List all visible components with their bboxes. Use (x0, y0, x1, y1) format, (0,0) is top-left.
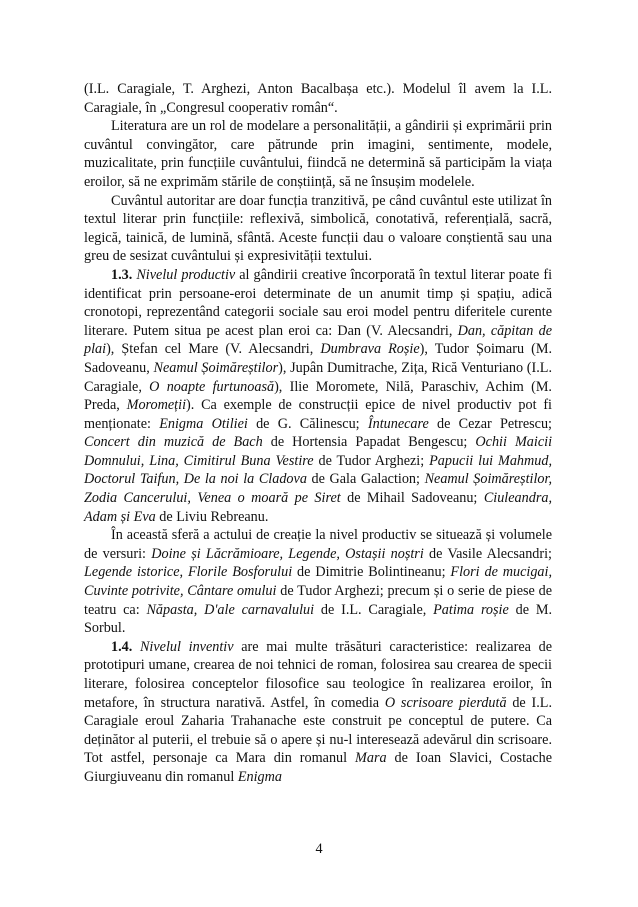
italic-title: Flori de mucigai, Cuvinte potrivite, Cântare omului (84, 564, 553, 600)
text-run (132, 639, 140, 655)
italic-title: Dumbrava Roșie (320, 341, 420, 358)
text-run: (I.L. Caragiale, T. Arghezi, Anton Bacalbașa etc.). Modelul îl avem la I.L. Caragiale, în „Congresul cooperativ român“. (84, 81, 552, 116)
text-run: de Mihail Sadoveanu; (340, 490, 484, 507)
italic-title: Năpasta, D'ale carnavalului (146, 601, 315, 618)
text-run: ), Ilie Moromete, Nilă, Paraschiv, Achim (M. Preda, (84, 378, 552, 414)
text-run: ), Tudor Șoimaru (M. Sadoveanu, (84, 341, 553, 376)
text-run: de Ioan Slavici, Costache Giurgiuveanu din romanul (84, 750, 552, 785)
text-run: de Gala Galaction; (306, 471, 425, 488)
italic-title: Patima roșie (433, 601, 509, 618)
text-run: de Liviu Rebreanu. (155, 508, 269, 525)
italic-title: Moromeții (126, 397, 187, 414)
italic-title: Întunecare (367, 415, 429, 432)
italic-title: Enigma Otiliei (159, 415, 248, 432)
paragraph (84, 80, 552, 117)
text-run: de I.L. Caragiale eroul Zaharia Trahanache este construit pe conceptul de putere. Ca deținător al puterii, el trebuie să o apere și nu-l interesează adevărul din scrisoare. Tot astfel, personaje ca Mara din romanul (84, 694, 552, 767)
text-run: de Vasile Alecsandri; (423, 545, 552, 562)
italic-title: Concert din muzică de Bach (84, 434, 263, 451)
text-run: de I.L. Caragiale, (314, 601, 434, 618)
paragraph (84, 266, 552, 526)
paragraph (84, 638, 552, 787)
section-number: 1.4. (111, 638, 133, 655)
italic-title: O noapte furtunoasă (149, 378, 275, 395)
text-run: Literatura are un rol de modelare a personalității, a gândirii și exprimării prin cuvântul convingător, care pătrunde prin imagini, sentimente, modele, muzicalitate, prin funcțiile cuvântului, fiindcă ne determină să participăm la viața eroilor, să ne exprimăm stările de conștiință, să ne însușim modelele. (84, 118, 552, 190)
text-run: de Tudor Arghezi; precum și o serie de piese de teatru ca: (84, 583, 553, 618)
text-run: de Hortensia Papadat Bengescu; (262, 434, 476, 451)
text-run: are mai multe trăsături caracteristice: realizarea de prototipuri umane, crearea de noi tehnici de roman, folosirea sau crearea de specii literare, folosirea conceptelor filosofice sau teologice în realizarea eroilor, în metafore, în structura narativă. Astfel, în comedia (84, 638, 552, 711)
italic-title: Nivelul inventiv (139, 638, 234, 655)
text-run: de M. Sorbul. (84, 601, 552, 637)
text-run: Cuvântul autoritar are doar funcția tranzitivă, pe când cuvântul este utilizat în textul literar prin funcțiile: reflexivă, simbolică, conotativă, referențială, sacră, legică, tainică, de lumină, sfântă. Aceste funcții dau o valoare conștientă sau una greu de sesizat cuvântului și expresivității textului. (84, 192, 552, 265)
italic-title: Ciuleandra, Adam și Eva (84, 490, 552, 525)
italic-title: Legende istorice, Florile Bosforului (84, 564, 293, 581)
italic-title: Mara (355, 750, 387, 767)
italic-title: O scrisoare pierdută (384, 694, 507, 711)
text-run: ). Ca exemple de construcții epice de nivel productiv pot fi menționate: (84, 397, 552, 432)
italic-title: Nivelul productiv (136, 266, 236, 283)
section-number: 1.3. (111, 266, 133, 283)
paragraph (84, 526, 552, 638)
text-run: al gândirii creative încorporată în textul literar poate fi identificat prin persoane-eroi determinate de un anumit timp și spațiu, adică cronotopi, reprezentând categorii sociale sau eroi model pentru diferitele curente literare. Putem situa pe acest plan eroi ca: Dan (V. Alecsandri, (84, 266, 553, 339)
page-body (84, 80, 552, 787)
text-run: de Dimitrie Bolintineanu; (292, 564, 451, 581)
italic-title: Neamul Șoimăreștilor (153, 359, 279, 376)
page-number: 4 (315, 841, 323, 857)
paragraph (84, 192, 552, 266)
text-run: de G. Călinescu; (247, 415, 368, 432)
italic-title: Papucii lui Mahmud, Doctorul Taifun, De la noi la Cladova (84, 452, 552, 488)
italic-title: Doine și Lăcrămioare, Legende, Ostașii noștri (151, 545, 424, 562)
paragraph (84, 117, 552, 191)
text-run: ), Ștefan cel Mare (V. Alecsandri, (106, 341, 321, 358)
italic-title: Dan, căpitan de plai (84, 322, 552, 358)
text-run: de Cezar Petrescu; (428, 415, 552, 432)
italic-title: Enigma (237, 768, 282, 785)
text-run: ), Jupân Dumitrache, Zița, Rică Venturiano (I.L. Caragiale, (84, 359, 552, 395)
text-run: de Tudor Arghezi; (313, 452, 430, 469)
text-run: În această sferă a actului de creație la nivel productiv se situează și volumele de versuri: (84, 527, 552, 562)
italic-title: Ochii Maicii Domnului, Lina, Cimitirul Buna Vestire (84, 434, 553, 469)
italic-title: Neamul Șoimăreștilor, Zodia Cancerului, Venea o moară pe Siret (84, 471, 552, 507)
